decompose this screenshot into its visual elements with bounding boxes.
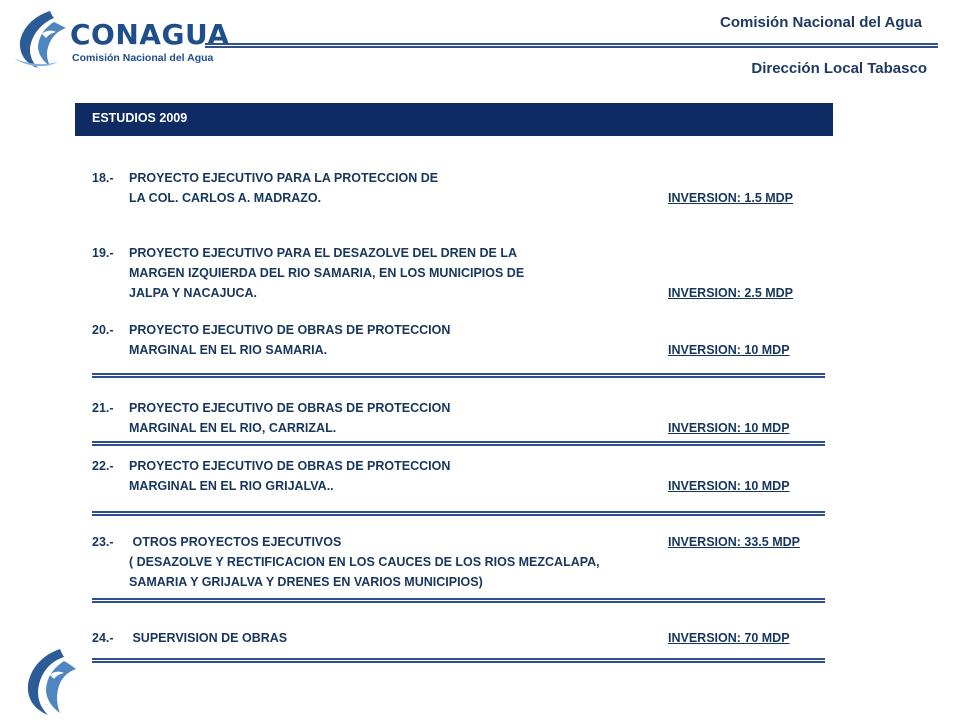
- list-item: [92, 532, 832, 596]
- item-number: 20.-: [92, 323, 114, 337]
- divider: [92, 598, 825, 603]
- conagua-logo: [12, 8, 230, 70]
- item-line: MARGEN IZQUIERDA DEL RIO SAMARIA, EN LOS MUNICIPIOS DE: [129, 266, 525, 280]
- item-line: PROYECTO EJECUTIVO DE OBRAS DE PROTECCION: [129, 459, 451, 473]
- list-item: [92, 456, 832, 500]
- item-line: PROYECTO EJECUTIVO DE OBRAS DE PROTECCION: [129, 323, 451, 337]
- item-inversion: INVERSION: 70 MDP: [668, 631, 790, 645]
- header-rule: [205, 43, 938, 48]
- list-item: [92, 398, 832, 442]
- item-line: PROYECTO EJECUTIVO DE OBRAS DE PROTECCION: [129, 401, 451, 415]
- item-inversion: INVERSION: 33.5 MDP: [668, 535, 800, 549]
- divider: [92, 441, 825, 446]
- item-line: PROYECTO EJECUTIVO PARA EL DESAZOLVE DEL DREN DE LA: [129, 246, 518, 260]
- item-line: JALPA Y NACAJUCA.: [129, 286, 258, 300]
- item-inversion: INVERSION: 10 MDP: [668, 343, 790, 357]
- divider: [92, 658, 825, 663]
- item-line: OTROS PROYECTOS EJECUTIVOS: [129, 535, 342, 549]
- item-number: 19.-: [92, 246, 114, 260]
- header-title: Comisión Nacional del Agua: [720, 14, 922, 31]
- item-line: PROYECTO EJECUTIVO PARA LA PROTECCION DE: [129, 171, 439, 185]
- eagle-emblem-icon: [20, 645, 80, 717]
- logo-subtitle: Comisión Nacional del Agua: [72, 52, 214, 64]
- section-label: ESTUDIOS 2009: [92, 111, 188, 125]
- item-line: SUPERVISION DE OBRAS: [129, 631, 288, 645]
- list-item: [92, 320, 832, 364]
- item-inversion: INVERSION: 1.5 MDP: [668, 191, 794, 205]
- item-inversion: INVERSION: 2.5 MDP: [668, 286, 794, 300]
- item-line: MARGINAL EN EL RIO GRIJALVA..: [129, 479, 334, 493]
- item-number: 24.-: [92, 631, 114, 645]
- divider: [92, 511, 825, 516]
- item-number: 23.-: [92, 535, 114, 549]
- list-item: [92, 243, 832, 307]
- item-number: 18.-: [92, 171, 114, 185]
- header-subtitle: Dirección Local Tabasco: [751, 60, 927, 77]
- list-item: [92, 168, 832, 212]
- item-number: 21.-: [92, 401, 114, 415]
- item-inversion: INVERSION: 10 MDP: [668, 421, 790, 435]
- item-line: LA COL. CARLOS A. MADRAZO.: [129, 191, 322, 205]
- item-line: ( DESAZOLVE Y RECTIFICACION EN LOS CAUCES DE LOS RIOS MEZCALAPA,: [129, 555, 600, 569]
- eagle-icon: [12, 8, 72, 70]
- list-item: [92, 628, 832, 650]
- item-line: SAMARIA Y GRIJALVA Y DRENES EN VARIOS MUNICIPIOS): [129, 575, 483, 589]
- item-number: 22.-: [92, 459, 114, 473]
- item-line: MARGINAL EN EL RIO SAMARIA.: [129, 343, 328, 357]
- item-line: MARGINAL EN EL RIO, CARRIZAL.: [129, 421, 337, 435]
- item-inversion: INVERSION: 10 MDP: [668, 479, 790, 493]
- section-bar: [75, 103, 833, 136]
- divider: [92, 373, 825, 378]
- logo-wordmark: CONAGUA: [70, 18, 230, 51]
